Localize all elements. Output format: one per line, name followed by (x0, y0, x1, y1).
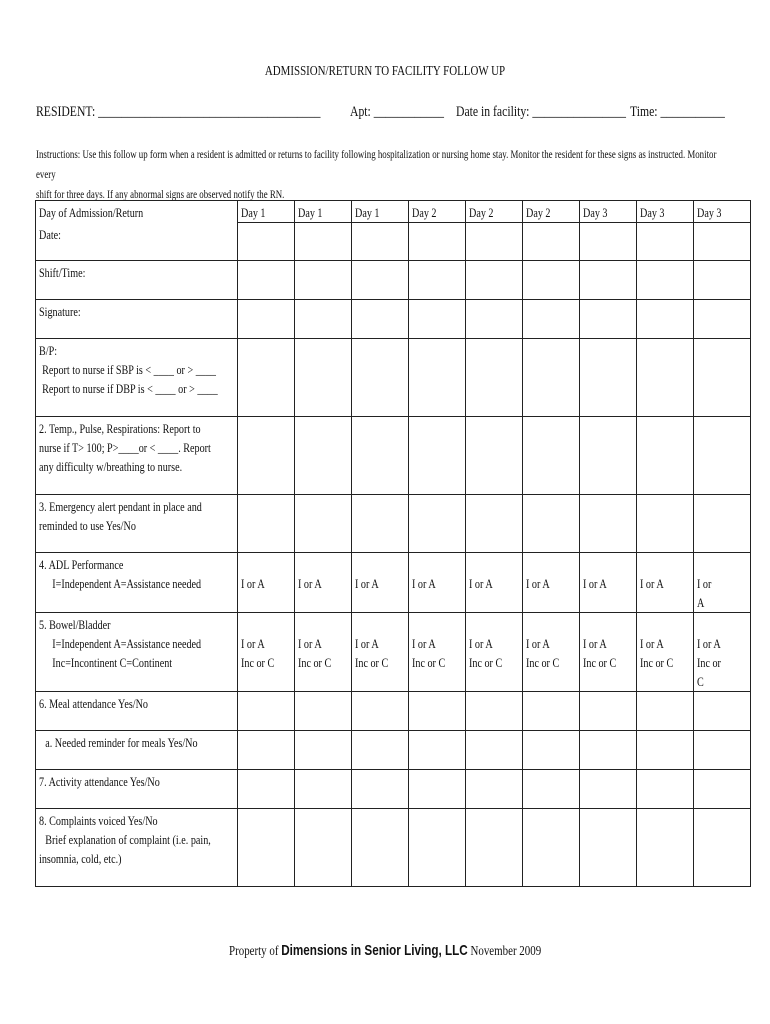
meal-cell[interactable] (295, 692, 352, 731)
bowel-label: 5. Bowel/Bladder I=Independent A=Assistance needed Inc=Incontinent C=Continent (36, 613, 238, 692)
shift-cell[interactable] (409, 261, 466, 300)
adl-row (36, 553, 751, 613)
bp-cell[interactable] (295, 339, 352, 417)
shift-cell[interactable] (580, 261, 637, 300)
resident-info-line (36, 104, 736, 124)
temp-cell[interactable] (409, 417, 466, 495)
meal-reminder-cell[interactable] (238, 731, 295, 770)
shift-cell[interactable] (694, 261, 751, 300)
meal-reminder-cell[interactable] (523, 731, 580, 770)
activity-row (36, 770, 751, 809)
emergency-cell[interactable] (352, 495, 409, 553)
complaints-cell[interactable] (523, 809, 580, 887)
header-row (36, 201, 751, 223)
time-field[interactable]: Time: ___________ (630, 104, 725, 120)
bowel-cell[interactable]: I or A Inc or C (637, 613, 694, 692)
temp-cell[interactable] (466, 417, 523, 495)
activity-label: 7. Activity attendance Yes/No (36, 770, 238, 809)
activity-cell[interactable] (523, 770, 580, 809)
date-cell[interactable] (523, 223, 580, 261)
activity-cell[interactable] (409, 770, 466, 809)
bp-cell[interactable] (523, 339, 580, 417)
day-header: Day 1 (295, 201, 352, 223)
shift-cell[interactable] (466, 261, 523, 300)
complaints-cell[interactable] (637, 809, 694, 887)
bowel-cell[interactable]: I or A Inc or C (409, 613, 466, 692)
instructions-line-2: shift for three days. If any abnormal signs are observed notify the RN. (36, 189, 285, 201)
adl-cell[interactable]: I or A (409, 553, 466, 613)
activity-cell[interactable] (637, 770, 694, 809)
meal-reminder-row (36, 731, 751, 770)
shift-time-row (36, 261, 751, 300)
meal-reminder-cell[interactable] (694, 731, 751, 770)
bp-row (36, 339, 751, 417)
bowel-cell[interactable]: I or A Inc or C (523, 613, 580, 692)
day-header: Day 1 (352, 201, 409, 223)
meal-reminder-label: a. Needed reminder for meals Yes/No (36, 731, 238, 770)
resident-field[interactable]: RESIDENT: ______________________________________ (36, 104, 321, 120)
temp-cell[interactable] (295, 417, 352, 495)
bowel-cell[interactable]: I or A Inc or C (580, 613, 637, 692)
meal-cell[interactable] (580, 692, 637, 731)
activity-cell[interactable] (580, 770, 637, 809)
adl-cell[interactable]: I or A (295, 553, 352, 613)
adl-label: 4. ADL Performance I=Independent A=Assistance needed (36, 553, 238, 613)
signature-cell[interactable] (523, 300, 580, 339)
day-header: Day 3 (580, 201, 637, 223)
day-header: Day 2 (409, 201, 466, 223)
meal-cell[interactable] (409, 692, 466, 731)
emergency-cell[interactable] (580, 495, 637, 553)
bp-cell[interactable] (694, 339, 751, 417)
emergency-cell[interactable] (238, 495, 295, 553)
meal-cell[interactable] (352, 692, 409, 731)
meal-cell[interactable] (637, 692, 694, 731)
date-in-facility-field[interactable]: Date in facility: ________________ (456, 104, 626, 120)
meal-reminder-cell[interactable] (409, 731, 466, 770)
shift-cell[interactable] (352, 261, 409, 300)
footer-suffix: November 2009 (470, 944, 542, 959)
temp-cell[interactable] (580, 417, 637, 495)
complaints-row (36, 809, 751, 887)
meal-cell[interactable] (694, 692, 751, 731)
activity-cell[interactable] (466, 770, 523, 809)
bowel-cell[interactable]: I or A Inc or C (466, 613, 523, 692)
bowel-cell[interactable]: I or A Inc or C (238, 613, 295, 692)
adl-cell[interactable]: I or A (466, 553, 523, 613)
meal-label: 6. Meal attendance Yes/No (36, 692, 238, 731)
signature-cell[interactable] (580, 300, 637, 339)
footer-prefix: Property of (228, 944, 279, 959)
signature-cell[interactable] (352, 300, 409, 339)
complaints-cell[interactable] (409, 809, 466, 887)
temp-cell[interactable] (637, 417, 694, 495)
shift-cell[interactable] (523, 261, 580, 300)
activity-cell[interactable] (295, 770, 352, 809)
adl-cell[interactable]: I or A (238, 553, 295, 613)
meal-cell[interactable] (466, 692, 523, 731)
bp-cell[interactable] (409, 339, 466, 417)
adl-cell[interactable]: I or A (694, 553, 751, 613)
meal-reminder-cell[interactable] (295, 731, 352, 770)
temp-label: 2. Temp., Pulse, Respirations: Report to nurse if T> 100; P>____or < ____. Report any difficulty w/breathing to nurse. (36, 417, 238, 495)
bp-cell[interactable] (238, 339, 295, 417)
bp-label: B/P: Report to nurse if SBP is < ____ or > ____ Report to nurse if DBP is < ____ or > ____ (36, 339, 238, 417)
date-cell[interactable] (580, 223, 637, 261)
signature-cell[interactable] (409, 300, 466, 339)
signature-cell[interactable] (466, 300, 523, 339)
meal-cell[interactable] (238, 692, 295, 731)
date-cell[interactable] (637, 223, 694, 261)
complaints-cell[interactable] (580, 809, 637, 887)
adl-cell[interactable]: I or A (352, 553, 409, 613)
signature-label: Signature: (36, 300, 238, 339)
temp-cell[interactable] (352, 417, 409, 495)
emergency-cell[interactable] (466, 495, 523, 553)
temp-cell[interactable] (238, 417, 295, 495)
day-header: Day 1 (238, 201, 295, 223)
emergency-cell[interactable] (295, 495, 352, 553)
temp-row (36, 417, 751, 495)
shift-cell[interactable] (238, 261, 295, 300)
bp-cell[interactable] (580, 339, 637, 417)
adl-cell[interactable]: I or A (523, 553, 580, 613)
day-header: Day 3 (637, 201, 694, 223)
bowel-cell[interactable]: I or A Inc or C (295, 613, 352, 692)
bp-cell[interactable] (466, 339, 523, 417)
day-header: Day 2 (523, 201, 580, 223)
temp-cell[interactable] (694, 417, 751, 495)
meal-cell[interactable] (523, 692, 580, 731)
activity-cell[interactable] (352, 770, 409, 809)
meal-row (36, 692, 751, 731)
date-row (36, 223, 751, 261)
date-label: Date: (36, 223, 238, 261)
apt-field[interactable]: Apt: ____________ (350, 104, 444, 120)
bowel-cell[interactable]: I or A Inc or C (694, 613, 751, 692)
meal-reminder-cell[interactable] (580, 731, 637, 770)
emergency-label: 3. Emergency alert pendant in place and reminded to use Yes/No (36, 495, 238, 553)
signature-cell[interactable] (637, 300, 694, 339)
instructions-line-1: Instructions: Use this follow up form when a resident is admitted or returns to facility following hospitalization or nursing home stay. Monitor the resident for these signs as instructed. Monitor every (36, 149, 717, 181)
emergency-cell[interactable] (523, 495, 580, 553)
adl-cell[interactable]: I or A (637, 553, 694, 613)
emergency-cell[interactable] (409, 495, 466, 553)
footer (0, 942, 770, 960)
bowel-row (36, 613, 751, 692)
instructions (36, 145, 729, 205)
temp-cell[interactable] (523, 417, 580, 495)
shift-time-label: Shift/Time: (36, 261, 238, 300)
complaints-cell[interactable] (466, 809, 523, 887)
day-header: Day 2 (466, 201, 523, 223)
bp-cell[interactable] (637, 339, 694, 417)
form-title: ADMISSION/RETURN TO FACILITY FOLLOW UP (264, 64, 506, 79)
complaints-label: 8. Complaints voiced Yes/No Brief explanation of complaint (i.e. pain, insomnia, cold, etc.) (36, 809, 238, 887)
complaints-cell[interactable] (694, 809, 751, 887)
bp-cell[interactable] (352, 339, 409, 417)
date-cell[interactable] (295, 223, 352, 261)
signature-cell[interactable] (238, 300, 295, 339)
signature-cell[interactable] (295, 300, 352, 339)
header-label: Day of Admission/Return (36, 201, 238, 223)
shift-cell[interactable] (637, 261, 694, 300)
meal-reminder-cell[interactable] (637, 731, 694, 770)
emergency-row (36, 495, 751, 553)
meal-reminder-cell[interactable] (352, 731, 409, 770)
date-cell[interactable] (409, 223, 466, 261)
emergency-cell[interactable] (637, 495, 694, 553)
footer-company: Dimensions in Senior Living, LLC (281, 942, 468, 959)
day-header: Day 3 (694, 201, 751, 223)
follow-up-grid (35, 200, 751, 887)
shift-cell[interactable] (295, 261, 352, 300)
date-cell[interactable] (694, 223, 751, 261)
date-cell[interactable] (352, 223, 409, 261)
date-cell[interactable] (238, 223, 295, 261)
date-cell[interactable] (466, 223, 523, 261)
complaints-cell[interactable] (238, 809, 295, 887)
complaints-cell[interactable] (295, 809, 352, 887)
complaints-cell[interactable] (352, 809, 409, 887)
bowel-cell[interactable]: I or A Inc or C (352, 613, 409, 692)
activity-cell[interactable] (238, 770, 295, 809)
activity-cell[interactable] (694, 770, 751, 809)
adl-cell[interactable]: I or A (580, 553, 637, 613)
signature-cell[interactable] (694, 300, 751, 339)
meal-reminder-cell[interactable] (466, 731, 523, 770)
signature-row (36, 300, 751, 339)
emergency-cell[interactable] (694, 495, 751, 553)
